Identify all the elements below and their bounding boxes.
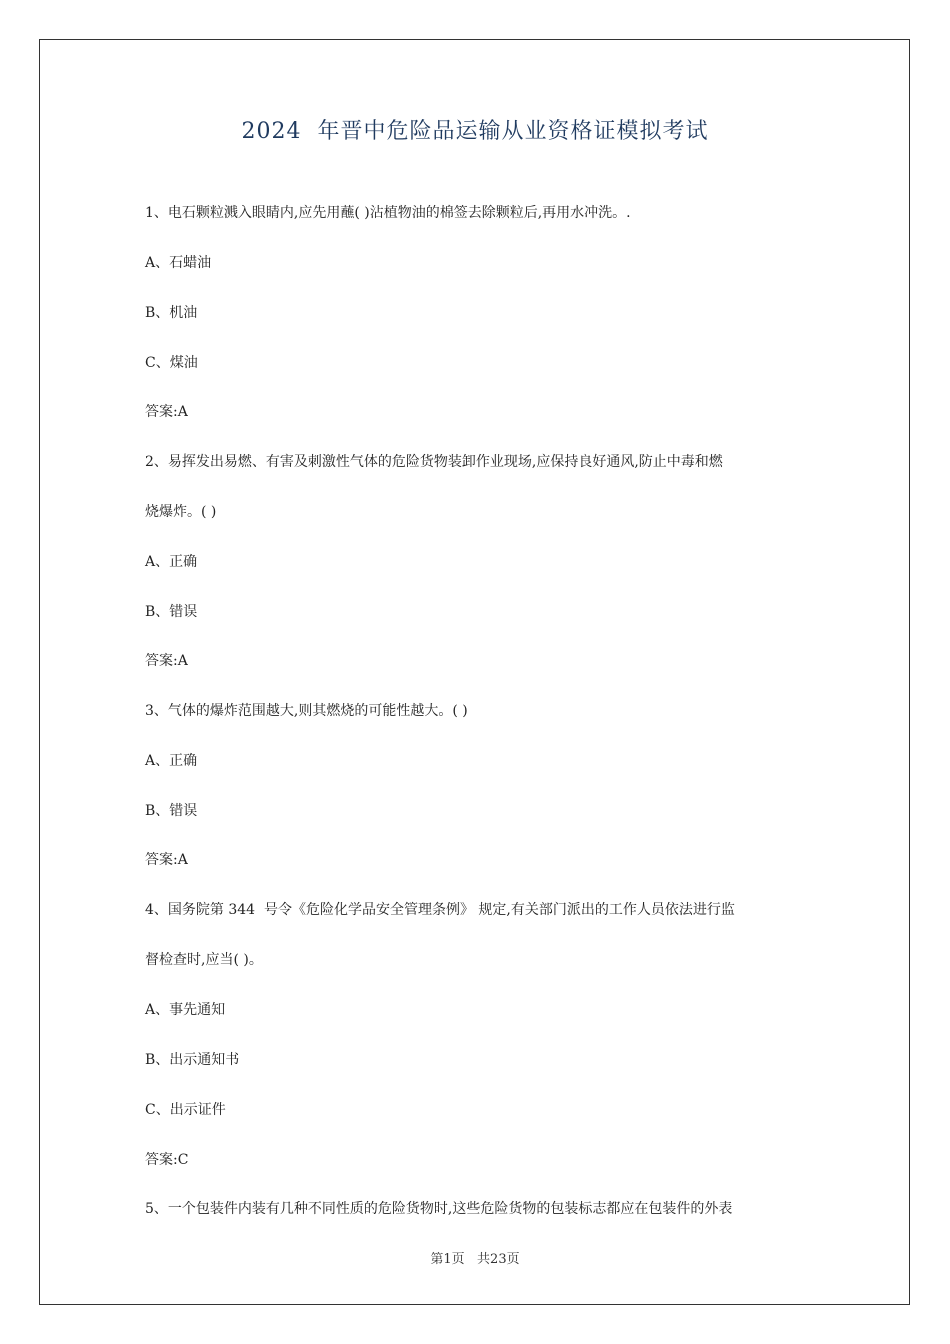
question-3-option-a: A、正确	[145, 753, 198, 769]
question-1-option-b: B、机油	[145, 305, 198, 321]
question-3-option-b: B、错误	[145, 803, 198, 819]
question-1-answer: 答案:A	[145, 404, 188, 420]
question-1-text: 1、电石颗粒溅入眼睛内,应先用蘸( )沾植物油的棉签去除颗粒后,再用水冲洗。.	[145, 205, 631, 221]
page-title: 2024 年晋中危险品运输从业资格证模拟考试	[241, 119, 709, 144]
question-1-option-a: A、石蜡油	[145, 255, 212, 271]
question-5-text-line-1: 5、一个包装件内装有几种不同性质的危险货物时,这些危险货物的包装标志都应在包装件的外表	[145, 1201, 733, 1217]
question-3-text: 3、气体的爆炸范围越大,则其燃烧的可能性越大。( )	[145, 703, 468, 719]
question-4-answer: 答案:C	[145, 1152, 189, 1168]
question-2-option-b: B、错误	[145, 604, 198, 620]
question-2-text-line-2: 烧爆炸。( )	[145, 504, 217, 520]
question-4-text-line-1: 4、国务院第 344 号令《危险化学品安全管理条例》 规定,有关部门派出的工作人员依法进行监	[145, 902, 735, 918]
question-2-option-a: A、正确	[145, 554, 198, 570]
question-1-option-c: C、煤油	[145, 355, 198, 371]
page-number-footer: 第1页 共23页	[430, 1252, 520, 1267]
question-4-option-b: B、出示通知书	[145, 1052, 240, 1068]
question-2-text-line-1: 2、易挥发出易燃、有害及刺激性气体的危险货物装卸作业现场,应保持良好通风,防止中毒和燃	[145, 454, 723, 470]
question-4-option-a: A、事先通知	[145, 1002, 226, 1018]
question-4-option-c: C、出示证件	[145, 1102, 226, 1118]
question-3-answer: 答案:A	[145, 852, 188, 868]
question-2-answer: 答案:A	[145, 653, 188, 669]
question-4-text-line-2: 督检查时,应当( )。	[145, 952, 263, 968]
